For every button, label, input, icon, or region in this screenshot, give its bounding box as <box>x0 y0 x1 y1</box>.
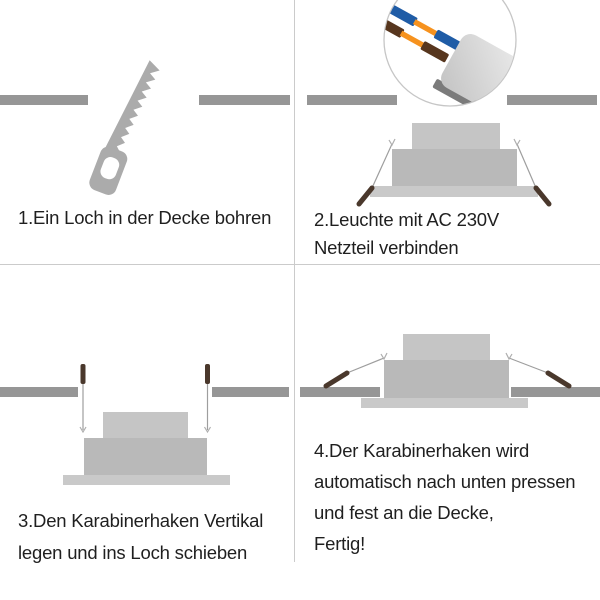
fixture-driver-box <box>412 123 500 149</box>
hand-saw-icon <box>87 56 164 198</box>
fixture-body <box>392 149 517 186</box>
step-1-panel <box>0 56 290 198</box>
step-4-caption-line-3: und fest an die Decke, <box>314 502 494 523</box>
step-4-panel <box>300 334 600 408</box>
step-3-caption-line-2: legen und ins Loch schieben <box>18 542 248 563</box>
spring-clips-vertical <box>81 364 211 384</box>
fixture-trim-ring <box>361 398 528 408</box>
fixture-body <box>84 438 207 475</box>
downlight-fixture <box>359 123 549 204</box>
step-4-caption-line-1: 4.Der Karabinerhaken wird <box>314 440 530 461</box>
step-2-caption-line-1: 2.Leuchte mit AC 230V <box>314 209 500 230</box>
fixture-body <box>384 360 509 398</box>
fixture-trim-ring <box>63 475 230 485</box>
saw-blade <box>106 57 162 156</box>
fixture-trim-ring <box>370 186 538 197</box>
downlight-fixture <box>63 412 230 485</box>
step-4-caption-line-2: automatisch nach unten pressen <box>314 471 576 492</box>
fixture-driver-box <box>403 334 490 360</box>
ceiling-cross-section <box>0 387 289 397</box>
step-2-panel <box>307 0 597 204</box>
fixture-driver-box <box>103 412 188 438</box>
step-2-caption-line-2: Netzteil verbinden <box>314 237 459 258</box>
step-3-panel <box>0 364 289 485</box>
step-3-caption-line-1: 3.Den Karabinerhaken Vertikal <box>18 510 264 531</box>
step-1-caption-line-1: 1.Ein Loch in der Decke bohren <box>18 207 272 228</box>
step-4-caption-line-4: Fertig! <box>314 533 366 554</box>
